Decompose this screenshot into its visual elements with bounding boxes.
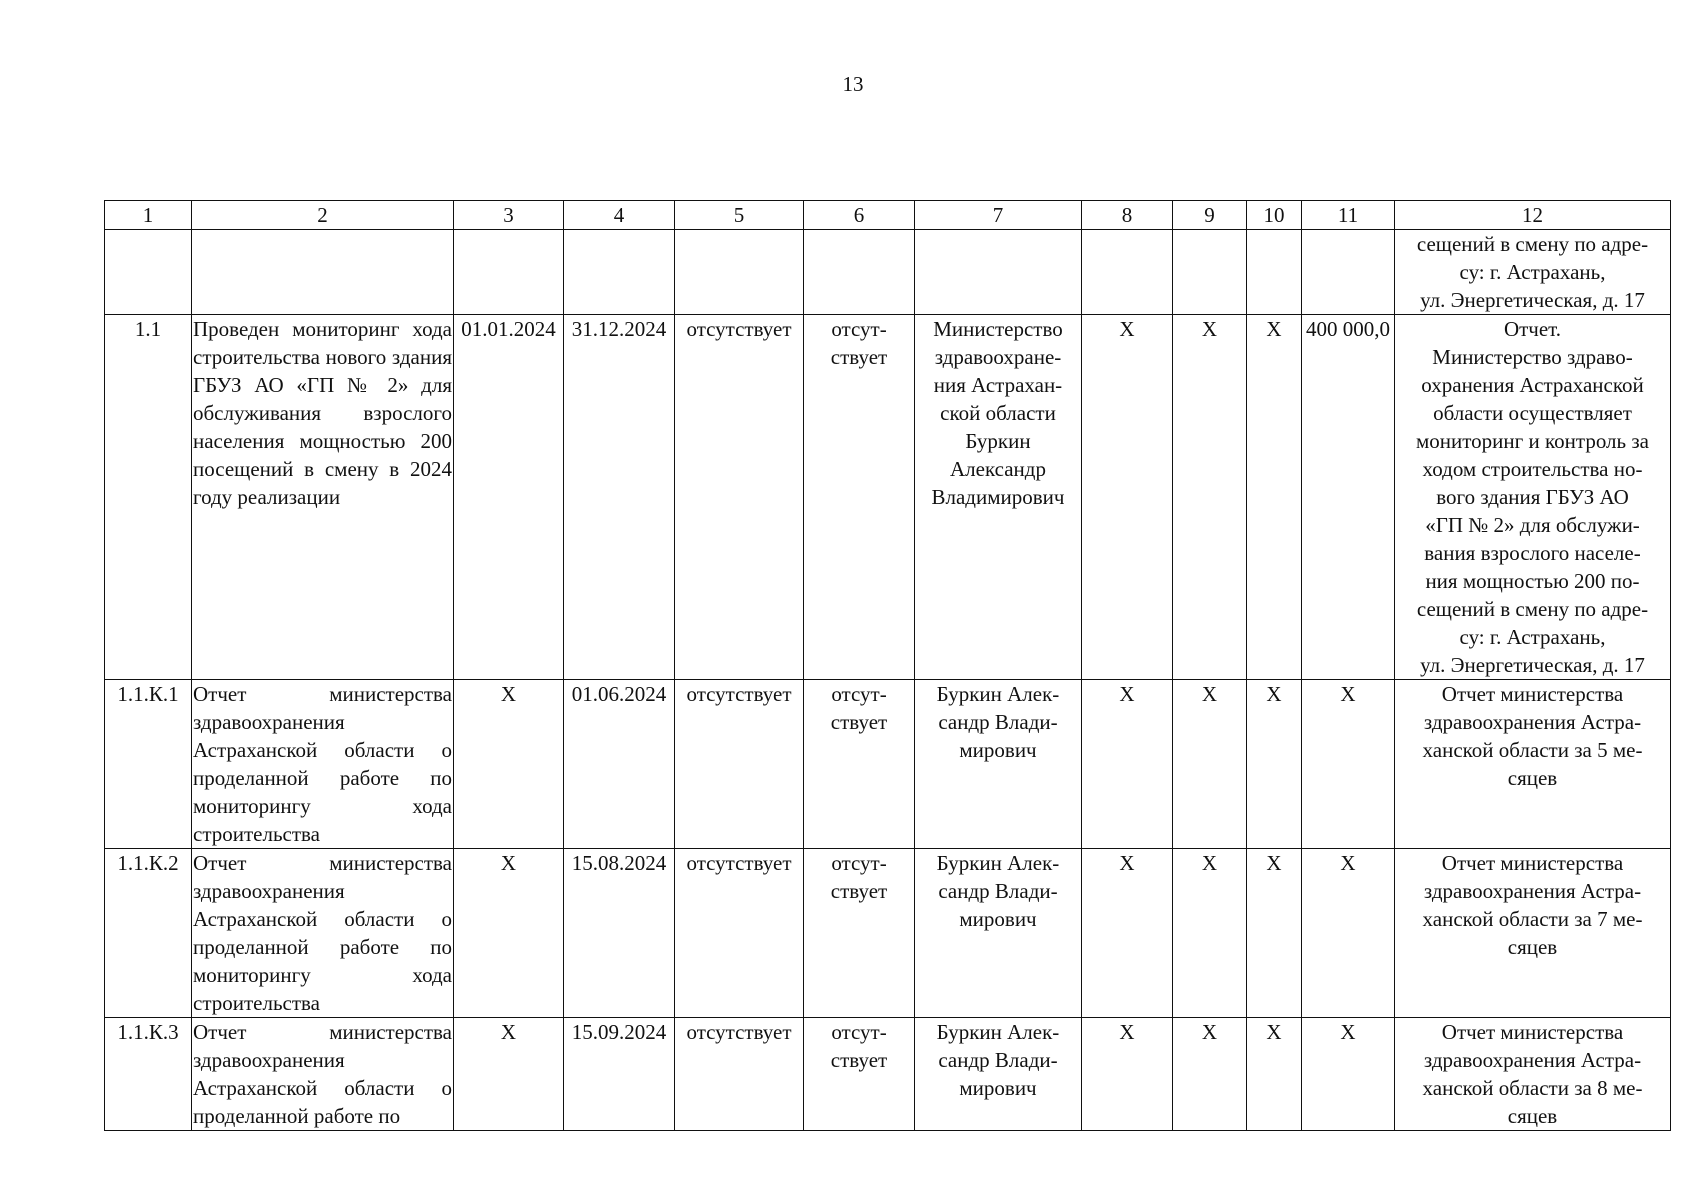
cell-col5: отсутствует [675,680,804,849]
cell-number: 1.1 [105,315,192,680]
cell-number: 1.1.К.3 [105,1018,192,1131]
column-header: 4 [564,201,675,230]
cell-col5: отсутствует [675,315,804,680]
cell-result: Отчет министерства здравоохранения Астра- ханской области за 5 ме- сяцев [1395,680,1671,849]
column-header: 3 [454,201,564,230]
table-row [105,680,1671,849]
cell-start-date [454,230,564,315]
cell-col6: отсут- ствует [804,849,915,1018]
cell-col10: X [1247,1018,1302,1131]
cell-responsible: Министерство здравоохране- ния Астрахан- ской области Буркин Александр Владимирович [915,315,1082,680]
column-header: 7 [915,201,1082,230]
cell-col9: X [1173,1018,1247,1131]
cell-end-date: 31.12.2024 [564,315,675,680]
cell-col9: X [1173,680,1247,849]
cell-col9 [1173,230,1247,315]
cell-responsible: Буркин Алек- сандр Влади- мирович [915,1018,1082,1131]
cell-col6: отсут- ствует [804,315,915,680]
cell-col8 [1082,230,1173,315]
column-header: 8 [1082,201,1173,230]
cell-responsible: Буркин Алек- сандр Влади- мирович [915,680,1082,849]
cell-col10: X [1247,315,1302,680]
cell-end-date: 01.06.2024 [564,680,675,849]
table-row [105,1018,1671,1131]
cell-amount [1302,230,1395,315]
cell-end-date: 15.08.2024 [564,849,675,1018]
column-header: 12 [1395,201,1671,230]
cell-responsible [915,230,1082,315]
cell-amount: X [1302,680,1395,849]
cell-amount: 400 000,0 [1302,315,1395,680]
cell-col6 [804,230,915,315]
cell-col10: X [1247,680,1302,849]
column-header: 5 [675,201,804,230]
cell-event: Отчет министерства здравоохранения Астраханской области о проделанной работе по [192,1018,454,1131]
cell-col9: X [1173,849,1247,1018]
cell-event: Отчет министерства здравоохранения Астраханской области о проделанной работе по мониторингу хода строительства [192,680,454,849]
cell-col8: X [1082,315,1173,680]
cell-col5: отсутствует [675,849,804,1018]
cell-col10 [1247,230,1302,315]
cell-col5: отсутствует [675,1018,804,1131]
column-header: 10 [1247,201,1302,230]
cell-start-date: X [454,1018,564,1131]
cell-col6: отсут- ствует [804,680,915,849]
cell-result: Отчет министерства здравоохранения Астра- ханской области за 7 ме- сяцев [1395,849,1671,1018]
column-header: 9 [1173,201,1247,230]
cell-number [105,230,192,315]
cell-col8: X [1082,849,1173,1018]
cell-start-date: X [454,849,564,1018]
cell-amount: X [1302,1018,1395,1131]
cell-responsible: Буркин Алек- сандр Влади- мирович [915,849,1082,1018]
cell-number: 1.1.К.1 [105,680,192,849]
cell-event [192,230,454,315]
column-header: 11 [1302,201,1395,230]
cell-end-date [564,230,675,315]
table-row [105,315,1671,680]
column-header: 6 [804,201,915,230]
cell-start-date: 01.01.2024 [454,315,564,680]
plan-table [104,200,1671,1131]
cell-col9: X [1173,315,1247,680]
column-header: 1 [105,201,192,230]
cell-col10: X [1247,849,1302,1018]
cell-col8: X [1082,680,1173,849]
table-row [105,849,1671,1018]
cell-result: Отчет министерства здравоохранения Астра- ханской области за 8 ме- сяцев [1395,1018,1671,1131]
cell-amount: X [1302,849,1395,1018]
cell-event: Отчет министерства здравоохранения Астраханской области о проделанной работе по мониторингу хода строительства [192,849,454,1018]
cell-result: Отчет. Министерство здраво- охранения Астраханской области осуществляет мониторинг и контроль за ходом строительства но- вого здания ГБУЗ АО «ГП № 2» для обслужи- вания взрослого населе- ния мощностью 200 по- сещений в смену по адре- су: г. Астрахань, ул. Энергетическая, д. 17 [1395,315,1671,680]
cell-col8: X [1082,1018,1173,1131]
table-header-row [105,201,1671,230]
cell-col6: отсут- ствует [804,1018,915,1131]
cell-event: Проведен мониторинг хода строительства нового здания ГБУЗ АО «ГП № 2» для обслуживания взрослого населения мощностью 200 посещений в смену в 2024 году реализации [192,315,454,680]
column-header: 2 [192,201,454,230]
page-number: 13 [842,72,864,96]
cell-result: сещений в смену по адре- су: г. Астрахань, ул. Энергетическая, д. 17 [1395,230,1671,315]
cell-col5 [675,230,804,315]
cell-number: 1.1.К.2 [105,849,192,1018]
cell-start-date: X [454,680,564,849]
table-row [105,230,1671,315]
cell-end-date: 15.09.2024 [564,1018,675,1131]
